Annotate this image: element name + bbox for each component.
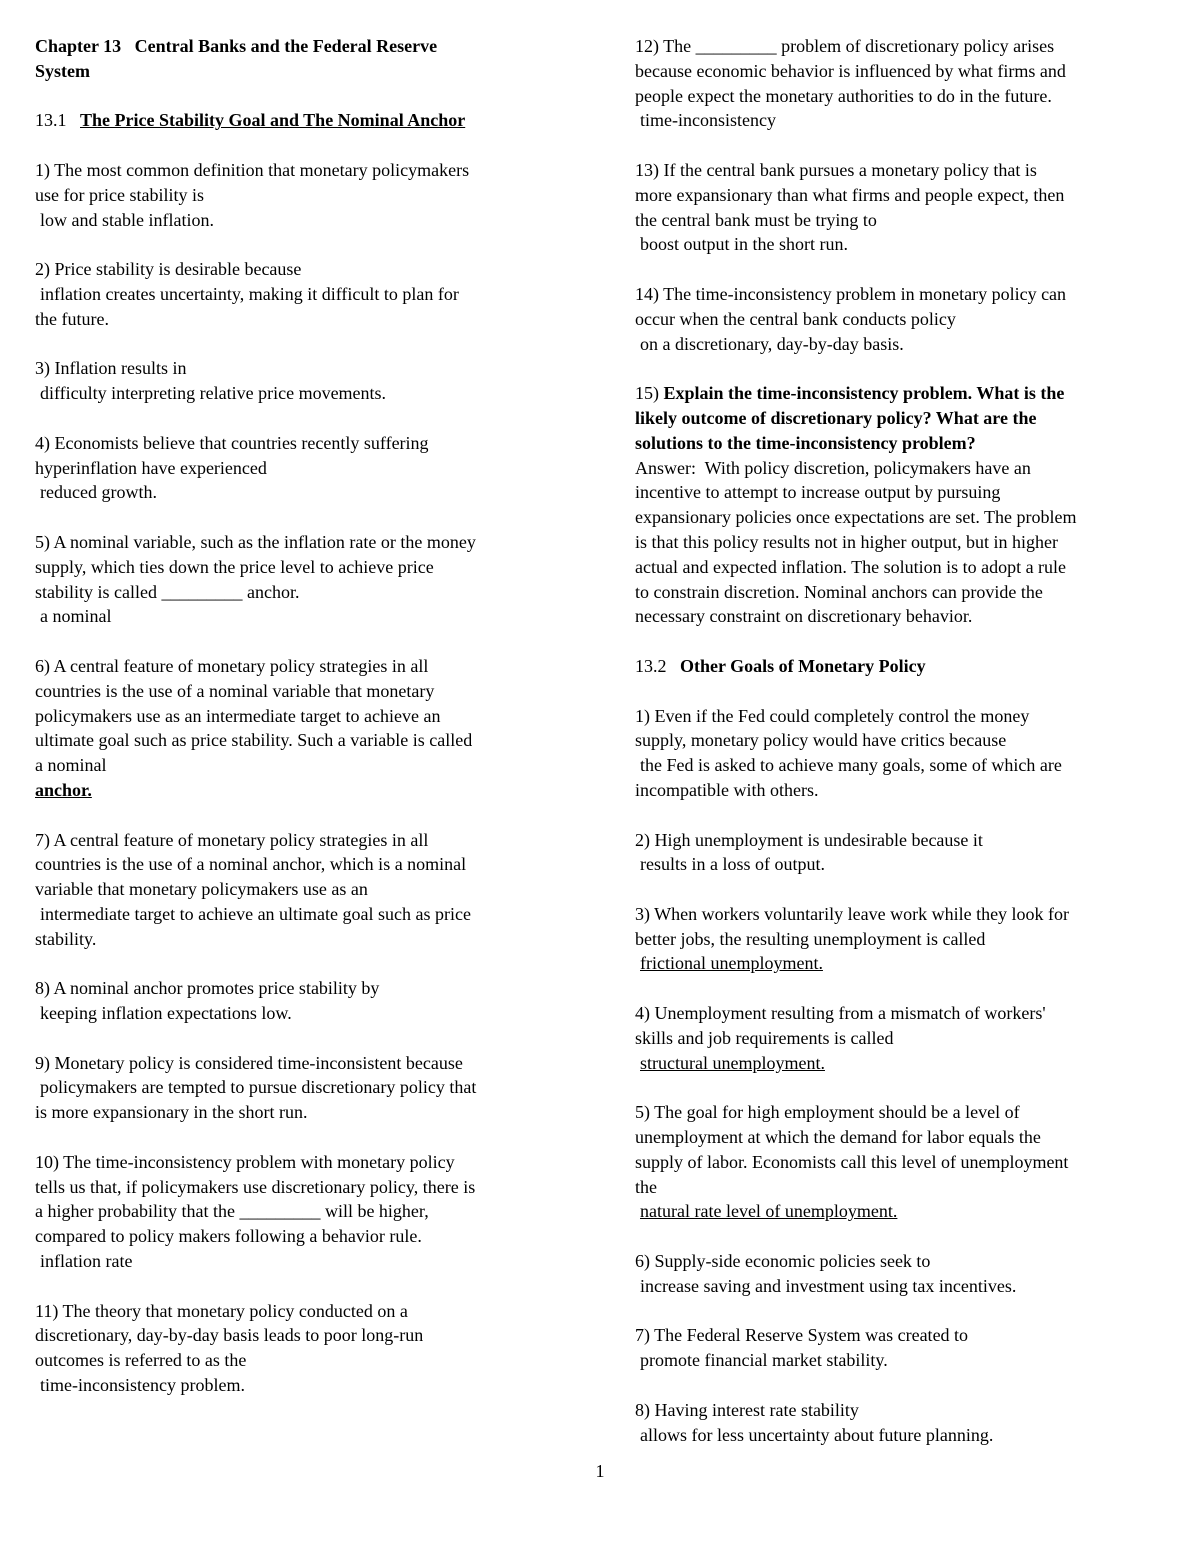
question-4: [35, 431, 575, 505]
question-text: more expansionary than what firms and people expect, then: [635, 184, 1065, 205]
question-text: 2) Price stability is desirable because: [35, 259, 302, 280]
right-column: [635, 34, 1175, 1447]
question-text: supply of labor. Economists call this level of unemployment: [635, 1151, 1069, 1172]
answer-text: reduced growth.: [40, 482, 157, 503]
question-text: 12) The _________ problem of discretionary policy arises: [635, 36, 1055, 56]
question-14: [635, 282, 1175, 356]
question-text: better jobs, the resulting unemployment is called: [635, 928, 986, 949]
answer-text: promote financial market stability.: [640, 1350, 888, 1371]
answer-text: incompatible with others.: [635, 779, 819, 800]
section-title: Other Goals of Monetary Policy: [680, 655, 926, 676]
answer-text: a nominal: [40, 606, 112, 627]
question-text: likely outcome of discretionary policy? What are the: [635, 407, 1037, 428]
answer-text: intermediate target to achieve an ultimate goal such as price: [40, 903, 471, 924]
answer-text: the Fed is asked to achieve many goals, some of which are: [640, 755, 1062, 776]
question-text: discretionary, day-by-day basis leads to poor long-run: [35, 1325, 424, 1346]
question-number: 15): [635, 383, 659, 404]
question-text: countries is the use of a nominal variable that monetary: [35, 680, 435, 701]
answer-text: necessary constraint on discretionary behavior.: [635, 606, 973, 627]
answer-text: time-inconsistency: [640, 110, 776, 131]
question-text: 6) Supply-side economic policies seek to: [635, 1251, 931, 1272]
question-text: a higher probability that the _________ will be higher,: [35, 1201, 429, 1222]
question-text: hyperinflation have experienced: [35, 457, 267, 478]
question-text: stability is called _________ anchor.: [35, 581, 300, 602]
question-text: the central bank must be trying to: [635, 209, 877, 230]
question-bold-text: Explain the time-inconsistency problem. What is the: [663, 383, 1065, 404]
question-5: [35, 530, 575, 629]
question-text: 9) Monetary policy is considered time-inconsistent because: [35, 1052, 463, 1073]
answer-text: difficulty interpreting relative price movements.: [40, 383, 387, 404]
chapter-title-line: Chapter 13 Central Banks and the Federal Reserve: [35, 36, 438, 56]
question-text: occur when the central bank conducts policy: [635, 308, 956, 329]
question-text: 7) The Federal Reserve System was created to: [635, 1325, 969, 1346]
question-12: [635, 34, 1175, 133]
answer-text: on a discretionary, day-by-day basis.: [640, 333, 904, 354]
question-text: 2) High unemployment is undesirable because it: [635, 829, 983, 850]
question-7: [635, 1323, 1175, 1373]
question-7: [35, 828, 575, 952]
question-text: policymakers use as an intermediate target to achieve an: [35, 705, 441, 726]
answer-text: anchor.: [35, 779, 92, 800]
answer-text: policymakers are tempted to pursue discretionary policy that: [40, 1077, 477, 1098]
question-text: 7) A central feature of monetary policy strategies in all: [35, 829, 429, 850]
question-text: the: [635, 1176, 657, 1197]
answer-text: keeping inflation expectations low.: [40, 1003, 292, 1024]
question-text: 10) The time-inconsistency problem with monetary policy: [35, 1151, 455, 1172]
question-6: [35, 654, 575, 803]
answer-text: low and stable inflation.: [40, 209, 214, 230]
question-3: [635, 902, 1175, 976]
answer-text: actual and expected inflation. The solution is to adopt a rule: [635, 556, 1067, 577]
answer-text: structural unemployment.: [640, 1052, 825, 1073]
answer-text: is that this policy results not in higher output, but in higher: [635, 531, 1058, 552]
question-11: [35, 1299, 575, 1398]
answer-text: to constrain discretion. Nominal anchors can provide the: [635, 581, 1043, 602]
question-2: [35, 257, 575, 331]
answer-text: inflation creates uncertainty, making it difficult to plan for: [40, 283, 459, 304]
answer-text: increase saving and investment using tax incentives.: [640, 1275, 1017, 1296]
question-2: [635, 828, 1175, 878]
section-number: 13.1: [35, 110, 67, 131]
question-10: [35, 1150, 575, 1274]
question-text: outcomes is referred to as the: [35, 1350, 247, 1371]
question-text: 4) Unemployment resulting from a mismatch of workers': [635, 1003, 1046, 1024]
question-text: 8) Having interest rate stability: [635, 1399, 859, 1420]
answer-text: natural rate level of unemployment.: [640, 1201, 898, 1222]
page-number: 1: [595, 1461, 605, 1481]
question-1: [635, 704, 1175, 803]
answer-text: time-inconsistency problem.: [40, 1375, 245, 1396]
question-text: tells us that, if policymakers use discretionary policy, there is: [35, 1176, 476, 1197]
question-text: 1) The most common definition that monetary policymakers: [35, 159, 470, 180]
answer-text: boost output in the short run.: [640, 234, 848, 255]
question-text: ultimate goal such as price stability. Such a variable is called: [35, 730, 473, 751]
question-text: supply, monetary policy would have critics because: [635, 730, 1007, 751]
question-text: 14) The time-inconsistency problem in monetary policy can: [635, 283, 1067, 304]
question-text: 3) When workers voluntarily leave work while they look for: [635, 903, 1070, 924]
question-15: [635, 381, 1175, 629]
section-number: 13.2: [635, 655, 667, 676]
answer-text: inflation rate: [40, 1251, 133, 1272]
question-4: [635, 1001, 1175, 1075]
question-text: use for price stability is: [35, 184, 204, 205]
answer-text: expansionary policies once expectations are set. The problem: [635, 507, 1077, 528]
question-text: unemployment at which the demand for labor equals the: [635, 1127, 1041, 1148]
question-text: countries is the use of a nominal anchor, which is a nominal: [35, 854, 467, 875]
question-text: compared to policy makers following a behavior rule.: [35, 1226, 422, 1247]
section-title: The Price Stability Goal and The Nominal Anchor: [80, 110, 466, 131]
question-text: supply, which ties down the price level to achieve price: [35, 556, 434, 577]
answer-text: allows for less uncertainty about future planning.: [640, 1424, 994, 1445]
section-heading-13-2: [635, 654, 1175, 679]
question-6: [635, 1249, 1175, 1299]
question-text: people expect the monetary authorities to do in the future.: [635, 85, 1052, 106]
answer-text: stability.: [35, 928, 97, 949]
question-5: [635, 1100, 1175, 1224]
answer-text: incentive to attempt to increase output by pursuing: [635, 482, 1001, 503]
question-3: [35, 356, 575, 406]
section-heading-13-1: [35, 108, 575, 133]
question-text: solutions to the time-inconsistency problem?: [635, 432, 976, 453]
question-text: 5) The goal for high employment should be a level of: [635, 1102, 1020, 1123]
left-column: [35, 34, 575, 1423]
answer-text: Answer: With policy discretion, policymakers have an: [635, 457, 1031, 478]
answer-text: the future.: [35, 308, 109, 329]
question-1: [35, 158, 575, 232]
chapter-title-line: System: [35, 60, 90, 81]
question-text: 8) A nominal anchor promotes price stability by: [35, 978, 380, 999]
question-text: 1) Even if the Fed could completely control the money: [635, 705, 1030, 726]
question-text: 5) A nominal variable, such as the inflation rate or the money: [35, 531, 476, 552]
answer-text: results in a loss of output.: [640, 854, 825, 875]
question-text: a nominal: [35, 755, 107, 776]
answer-text: is more expansionary in the short run.: [35, 1102, 308, 1123]
question-9: [35, 1051, 575, 1125]
question-text: 4) Economists believe that countries recently suffering: [35, 432, 429, 453]
answer-text: frictional unemployment.: [640, 953, 823, 974]
question-13: [635, 158, 1175, 257]
question-text: 3) Inflation results in: [35, 358, 187, 379]
question-text: 13) If the central bank pursues a monetary policy that is: [635, 159, 1037, 180]
question-8: [35, 976, 575, 1026]
question-text: skills and job requirements is called: [635, 1027, 894, 1048]
chapter-title: [35, 34, 575, 84]
question-text: [635, 381, 1175, 406]
question-text: variable that monetary policymakers use as an: [35, 879, 368, 900]
question-text: 11) The theory that monetary policy conducted on a: [35, 1300, 408, 1321]
question-text: because economic behavior is influenced by what firms and: [635, 60, 1066, 81]
question-8: [635, 1398, 1175, 1448]
question-text: 6) A central feature of monetary policy strategies in all: [35, 655, 429, 676]
